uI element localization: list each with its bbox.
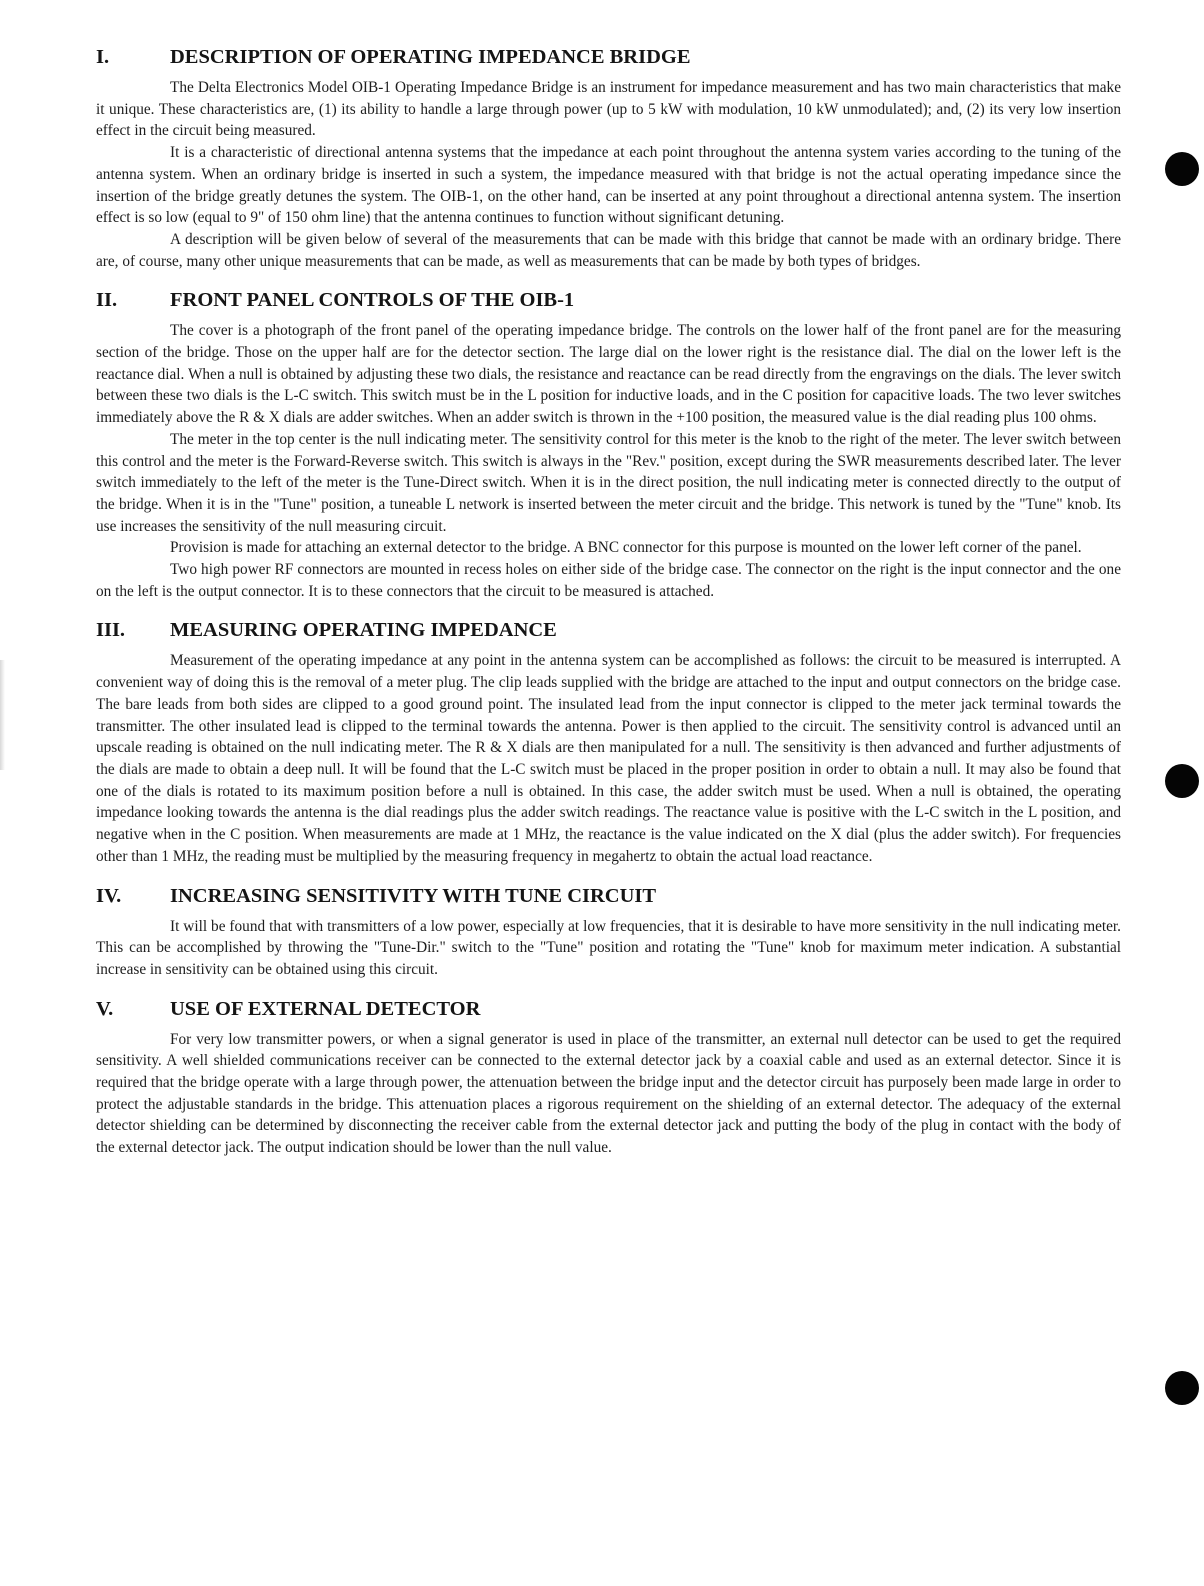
section-heading [96,885,1121,908]
section-front-panel-controls [96,289,1121,602]
section-title: FRONT PANEL CONTROLS OF THE OIB-1 [170,289,575,312]
section-tune-circuit [96,885,1121,981]
punch-hole-top [1165,152,1199,186]
section-heading [96,998,1121,1021]
section-number: V. [96,997,114,1020]
section-external-detector [96,998,1121,1159]
section-title: MEASURING OPERATING IMPEDANCE [170,619,557,642]
paragraph: It will be found that with transmitters of a low power, especially at low frequencies, that it is desirable to have more sensitivity in the null indicating meter. This can be accomplished by throwing the "Tune-Dir." switch to the "Tune" position and rotating the "Tune" knob for maximum meter indication. A substantial increase in sensitivity can be obtained using this circuit. [96,917,1121,978]
section-title: INCREASING SENSITIVITY WITH TUNE CIRCUIT [170,884,657,907]
section-heading [96,619,1121,642]
paragraph: Provision is made for attaching an external detector to the bridge. A BNC connector for this purpose is mounted on the lower left corner of the panel. [170,539,1082,557]
paragraph: Measurement of the operating impedance at any point in the antenna system can be accomplished as follows: the circuit to be measured is interrupted. A convenient way of doing this is the removal of a meter plug. The clip leads supplied with the bridge are attached to the input and output connectors on the bridge case. The bare leads from both sides are clipped to a good ground point. The insulated lead from the input connector is clipped to the meter jack terminal towards the transmitter. The other insulated lead is clipped to the terminal towards the antenna. Power is then applied to the circuit. The sensitivity control is advanced until an upscale reading is obtained on the null indicating meter. The R & X dials are then manipulated for a null. The sensitivity is then advanced and further adjustments of the dials are made to obtain a deep null. It will be found that the L-C switch must be placed in the proper position in order to obtain a null. It may also be found that one of the dials is rotated to its maximum position before a null is obtained. In this case, the adder switch must be used. When a null is obtained, the operating impedance looking towards the antenna is the dial readings plus the adder switch readings. The reactance value is positive with the L-C switch in the L position, and negative when in the C position. When measurements are made at 1 MHz, the reactance is the value indicated on the X dial (plus the adder switch). For frequencies other than 1 MHz, the reading must be multiplied by the measuring frequency in megahertz to obtain the actual load reactance. [96,652,1121,865]
paragraph: Two high power RF connectors are mounted in recess holes on either side of the bridge case. The connector on the right is the input connector and the one on the left is the output connector. It is to these connectors that the circuit to be measured is attached. [96,561,1121,600]
paragraph: The cover is a photograph of the front panel of the operating impedance bridge. The controls on the lower half of the front panel are for the measuring section of the bridge. Those on the upper half are for the detector section. The large dial on the lower right is the resistance dial. The dial on the lower left is the reactance dial. When a null is obtained by adjusting these two dials, the resistance and reactance can be read directly from the engravings on the dials. The lever switch between these two dials is the L-C switch. This switch must be in the L position for inductive loads, and in the C position for capacitive loads. The two lever switches immediately above the R & X dials are adder switches. When an adder switch is thrown in the +100 position, the measured value is the dial reading plus 100 ohms. [96,322,1121,427]
paragraph: A description will be given below of several of the measurements that can be made with this bridge that cannot be made with an ordinary bridge. There are, of course, many other unique measurements that can be made, as well as measurements that can be made by both types of bridges. [96,230,1121,270]
paragraph: It is a characteristic of directional antenna systems that the impedance at each point throughout the antenna system varies according to the tuning of the antenna system. When an ordinary bridge is inserted in such a system, the impedance measured with that bridge is not the actual operating impedance since the insertion of the bridge greatly detunes the system. The OIB-1, on the other hand, can be inserted at any point throughout a directional antenna system. The insertion effect is so low (equal to 9" of 150 ohm line) that the antenna continues to function without significant detuning. [96,144,1121,227]
paragraph: The meter in the top center is the null indicating meter. The sensitivity control for this meter is the knob to the right of the meter. The lever switch between this control and the meter is the Forward-Reverse switch. This switch is always in the "Rev." position, except during the SWR measurements described later. The lever switch immediately to the left of the meter is the Tune-Direct switch. When it is in the direct position, the null indicating meter is connected directly to the output of the bridge. When it is in the "Tune" position, a tuneable L network is inserted between the meter circuit and the bridge. This network is tuned by the "Tune" knob. Its use increases the sensitivity of the null measuring circuit. [96,430,1121,535]
section-title: DESCRIPTION OF OPERATING IMPEDANCE BRIDGE [170,46,691,68]
document-page [96,46,1121,1176]
section-title: USE OF EXTERNAL DETECTOR [170,997,481,1020]
section-description [96,46,1121,272]
section-number: I. [96,46,110,68]
punch-hole-bottom [1165,1371,1199,1405]
section-number: III. [96,619,126,642]
section-measuring-impedance [96,619,1121,867]
section-number: II. [96,289,118,312]
page-edge-shadow [0,660,5,770]
paragraph: The Delta Electronics Model OIB-1 Operating Impedance Bridge is an instrument for impedance measurement and has two main characteristics that make it unique. These characteristics are, (1) its ability to handle a large through power (up to 5 kW with modulation, 10 kW unmodulated); and, (2) its very low insertion effect in the circuit being measured. [96,79,1121,140]
section-number: IV. [96,884,122,907]
punch-hole-middle [1165,764,1199,798]
section-heading [96,289,1121,312]
section-heading [96,46,1121,69]
paragraph: For very low transmitter powers, or when a signal generator is used in place of the transmitter, an external null detector can be used to get the required sensitivity. A well shielded communications receiver can be connected to the external detector jack by a coaxial cable and used as an external detector. Since it is required that the bridge operate with a large through power, the attenuation between the bridge input and the detector circuit has purposely been made large in order to protect the adjustable standards in the bridge. This attenuation places a rigorous requirement on the shielding of an external detector. The adequacy of the external detector shielding can be determined by disconnecting the receiver cable from the external detector jack and putting the body of the plug in contact with the body of the external detector jack. The output indication should be lower than the null value. [96,1030,1121,1157]
